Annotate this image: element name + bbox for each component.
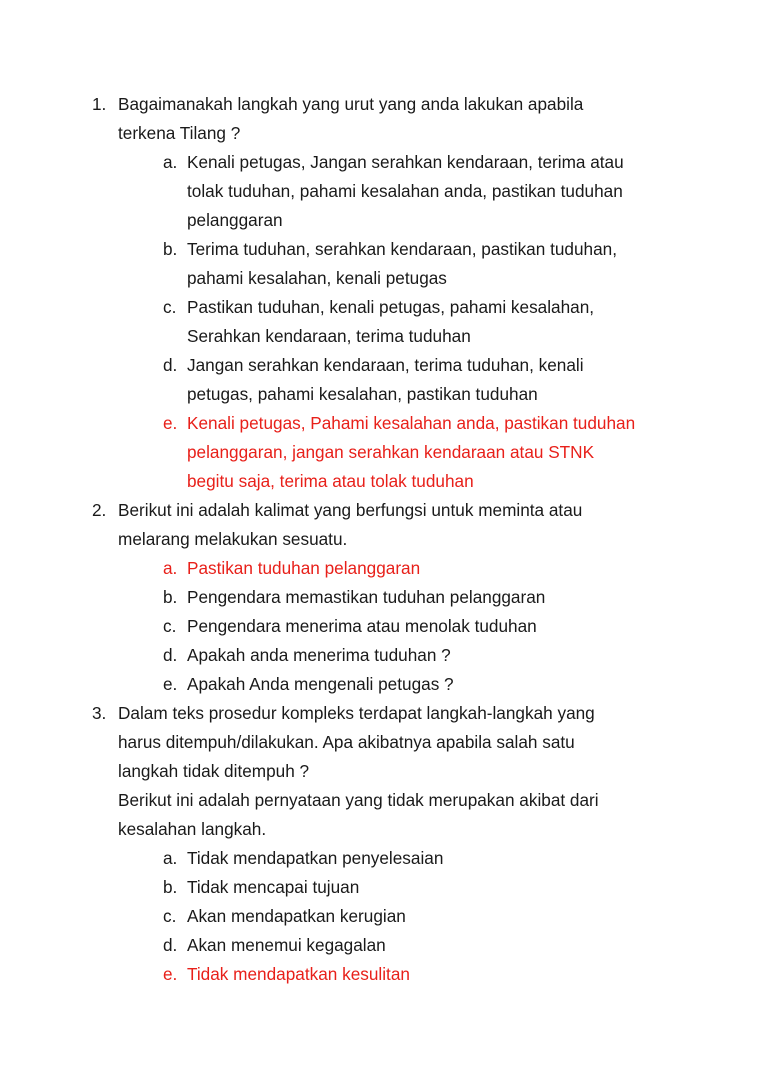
option-text-line: Kenali petugas, Jangan serahkan kendaraan, terima atau	[187, 152, 624, 172]
option-letter: c.	[163, 906, 177, 926]
option-text-line: Pastikan tuduhan, kenali petugas, pahami kesalahan,	[187, 297, 595, 317]
question-number: 3.	[92, 703, 107, 723]
option-text-line: Apakah anda menerima tuduhan ?	[187, 645, 451, 665]
option-letter: a.	[163, 558, 178, 578]
option-letter: c.	[163, 616, 177, 636]
question-text-line: terkena Tilang ?	[118, 123, 241, 143]
option-text-line: petugas, pahami kesalahan, pastikan tuduhan	[187, 384, 538, 404]
option-text-line: Terima tuduhan, serahkan kendaraan, pastikan tuduhan,	[187, 239, 617, 259]
option-text-line: pelanggaran, jangan serahkan kendaraan atau STNK	[187, 442, 595, 462]
option-letter: b.	[163, 239, 178, 259]
option-text-line: Tidak mendapatkan penyelesaian	[187, 848, 444, 868]
option-text-line: Tidak mencapai tujuan	[187, 877, 360, 897]
option-letter: d.	[163, 645, 178, 665]
option-letter: c.	[163, 297, 177, 317]
question-text-line: Bagaimanakah langkah yang urut yang anda lakukan apabila	[118, 94, 584, 114]
option-text-line: begitu saja, terima atau tolak tuduhan	[187, 471, 474, 491]
question-number: 2.	[92, 500, 107, 520]
question-text-line: harus ditempuh/dilakukan. Apa akibatnya apabila salah satu	[118, 732, 575, 752]
option-letter: b.	[163, 877, 178, 897]
option-text-line: Pastikan tuduhan pelanggaran	[187, 558, 421, 578]
question-number: 1.	[92, 94, 107, 114]
question-text-line: Berikut ini adalah pernyataan yang tidak merupakan akibat dari	[118, 790, 599, 810]
option-letter: d.	[163, 355, 178, 375]
option-text-line: Serahkan kendaraan, terima tuduhan	[187, 326, 471, 346]
question-text-line: Berikut ini adalah kalimat yang berfungsi untuk meminta atau	[118, 500, 583, 520]
option-text-line: tolak tuduhan, pahami kesalahan anda, pastikan tuduhan	[187, 181, 623, 201]
option-text-line: Apakah Anda mengenali petugas ?	[187, 674, 454, 694]
option-letter: b.	[163, 587, 178, 607]
option-text-line: Akan menemui kegagalan	[187, 935, 386, 955]
option-text-line: Jangan serahkan kendaraan, terima tuduhan, kenali	[187, 355, 584, 375]
question-text-line: melarang melakukan sesuatu.	[118, 529, 348, 549]
option-text-line: pahami kesalahan, kenali petugas	[187, 268, 447, 288]
option-letter: a.	[163, 848, 178, 868]
option-letter: a.	[163, 152, 178, 172]
option-letter: e.	[163, 964, 178, 984]
option-letter: e.	[163, 413, 178, 433]
option-text-line: Pengendara memastikan tuduhan pelanggaran	[187, 587, 546, 607]
option-text-line: Akan mendapatkan kerugian	[187, 906, 406, 926]
option-letter: e.	[163, 674, 178, 694]
option-text-line: Tidak mendapatkan kesulitan	[187, 964, 410, 984]
question-text-line: kesalahan langkah.	[118, 819, 267, 839]
option-text-line: Pengendara menerima atau menolak tuduhan	[187, 616, 537, 636]
option-text-line: Kenali petugas, Pahami kesalahan anda, pastikan tuduhan	[187, 413, 636, 433]
question-text-line: langkah tidak ditempuh ?	[118, 761, 310, 781]
option-letter: d.	[163, 935, 178, 955]
option-text-line: pelanggaran	[187, 210, 283, 230]
question-text-line: Dalam teks prosedur kompleks terdapat langkah-langkah yang	[118, 703, 595, 723]
